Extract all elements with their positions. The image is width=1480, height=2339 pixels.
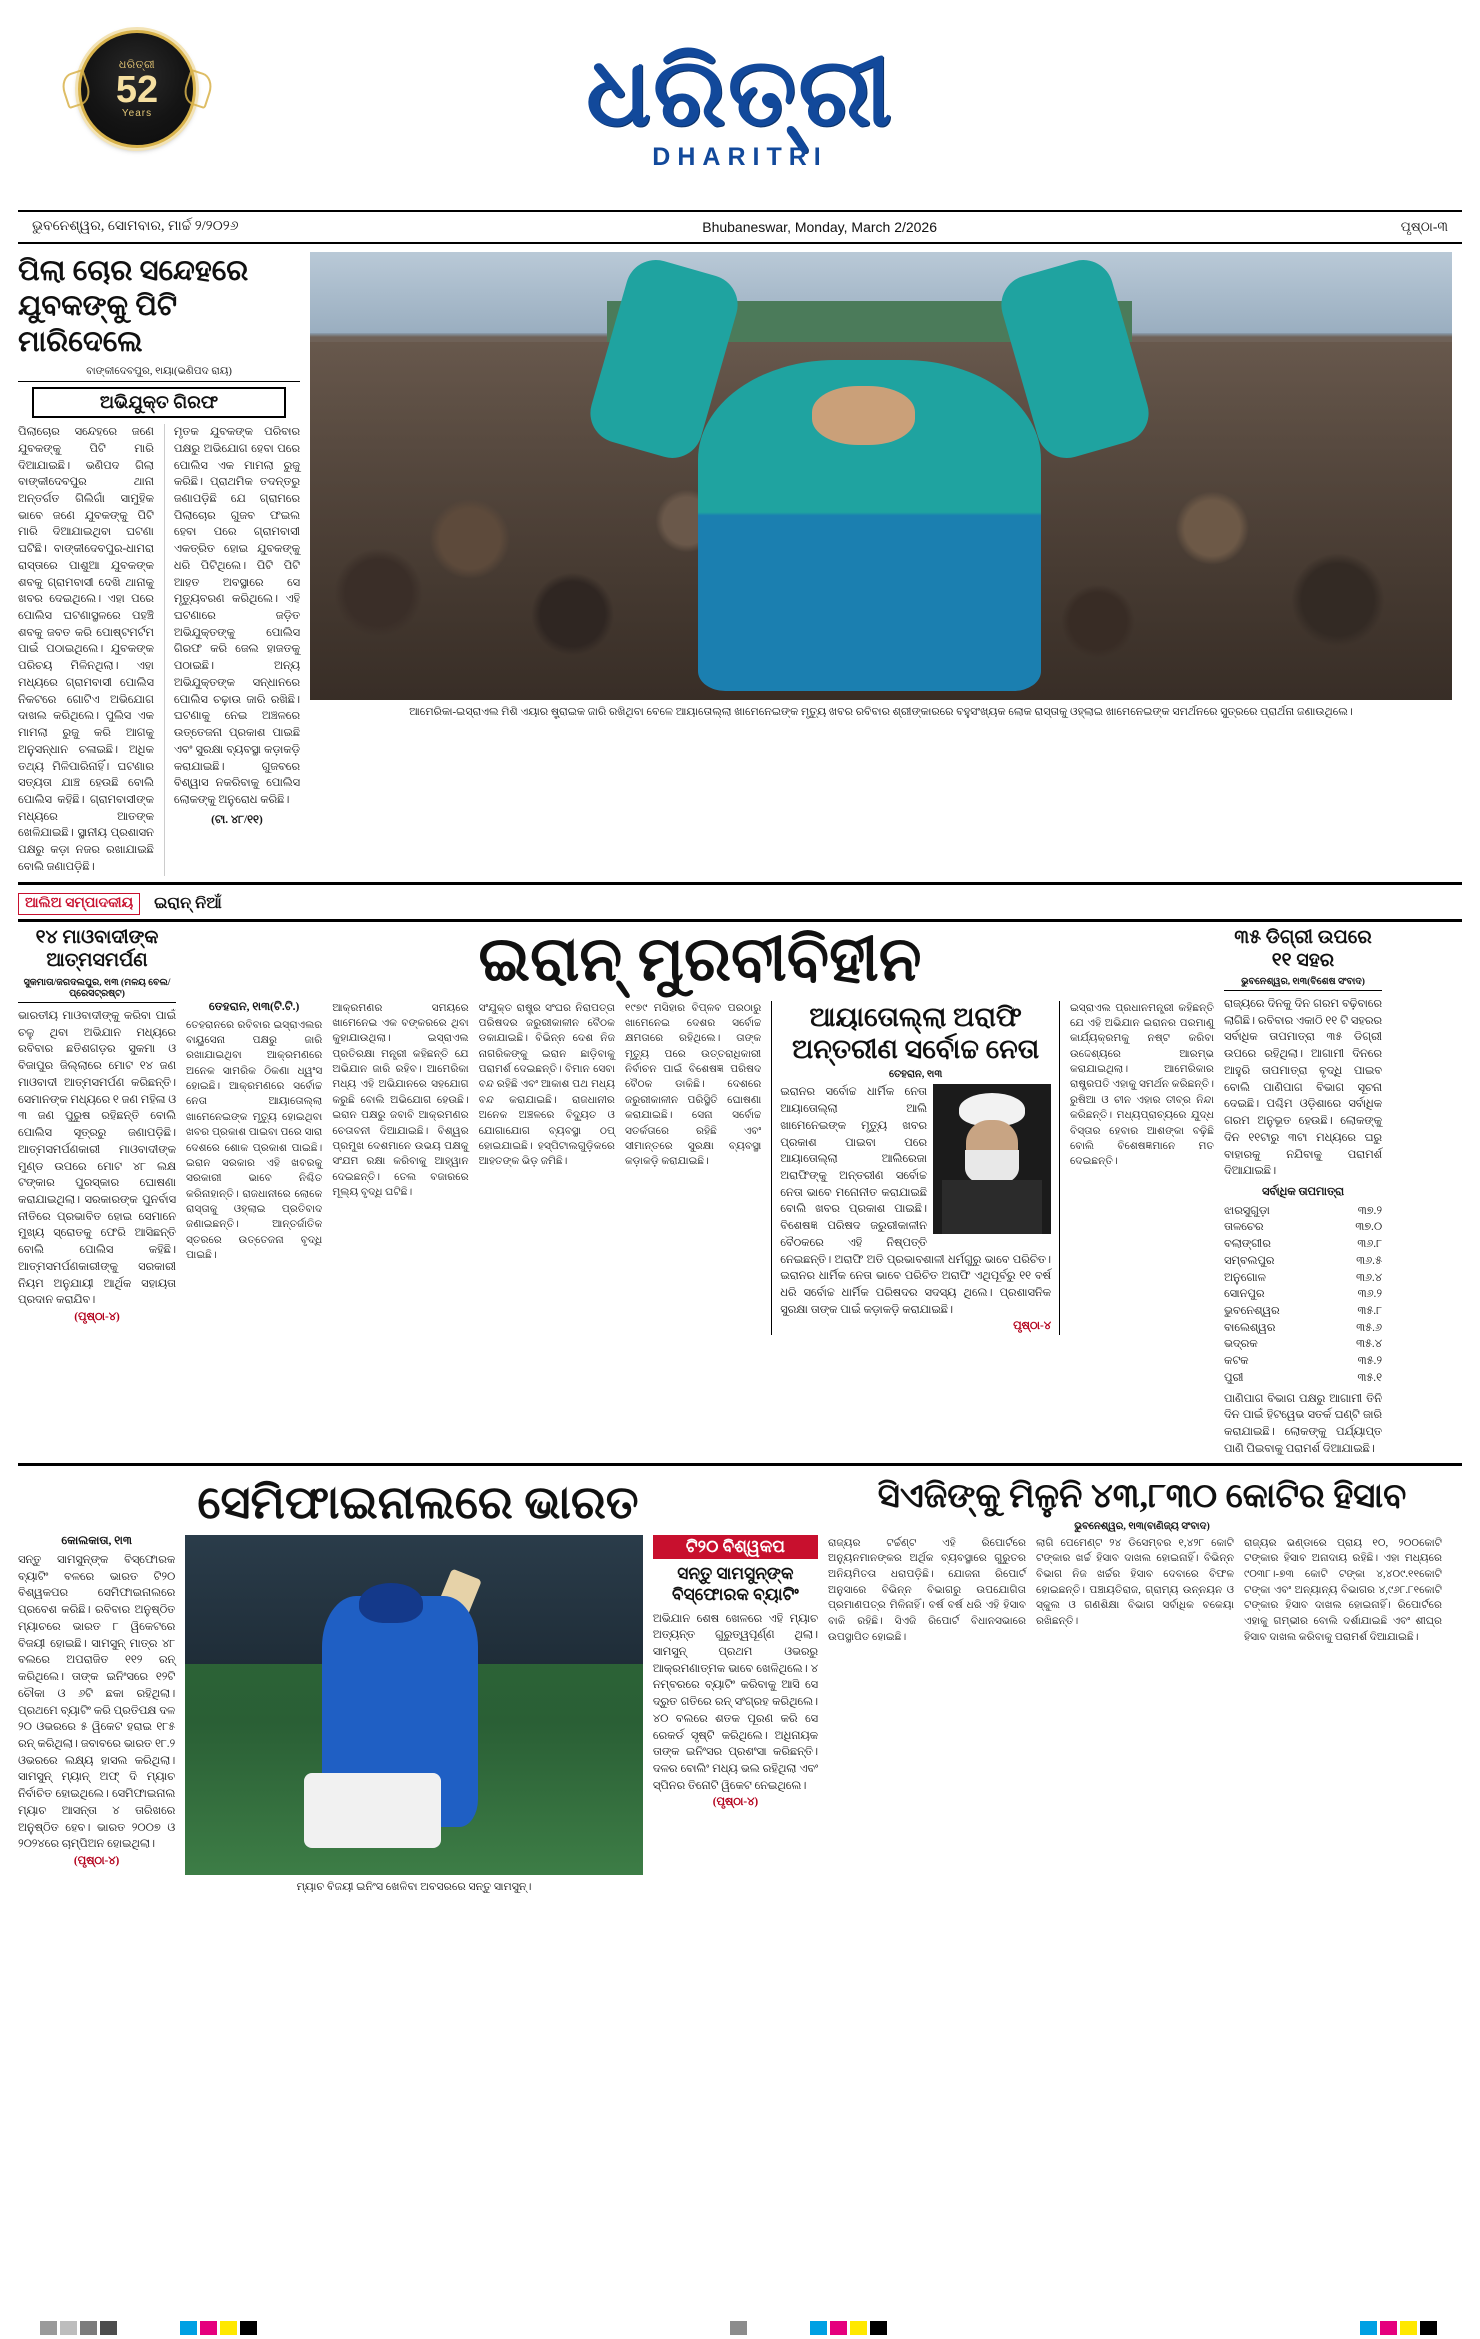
- reading-value: ୩୫.୧: [1357, 1371, 1382, 1384]
- lead-body-col1: ପିଲାଚୋର ସନ୍ଦେହରେ ଜଣେ ଯୁବକଙ୍କୁ ପିଟି ମାରି ଦିଆଯାଇଛି। ଭଣିପଦ ଗିଲା ବାଙ୍କୀଦେବପୁର ଥାନା ଅନ୍ତର୍ଗତ ଗିଲିଗାଁ ସାମୁହିକ ଭାବେ ଜଣେ ଯୁବକଙ୍କୁ ପିଟି ମାରି ଦିଆଯାଇଥିବା ଘଟଣା ଘଟିଛି। ବାଙ୍କୀଦେବପୁର-ଧାମରା ରାସ୍ତାରେ ପାଶୁଆ ଯୁବକଙ୍କ ଶବକୁ ଗ୍ରାମବାସୀ ଦେଖି ଥାନାକୁ ଖବର ଦେଇଥିଲେ। ଏହା ପରେ ପୋଲିସ ଘଟଣାସ୍ଥଳରେ ପହଞ୍ଚି ଶବକୁ ଜବତ କରି ପୋଷ୍ଟମର୍ଟମ ପାଇଁ ପଠାଇଥିଲେ। ଯୁବକଙ୍କ ପରିଚୟ ମିଳିନଥିଲା। ଏହା ମଧ୍ୟରେ ଗ୍ରାମବାସୀ ପୋଲିସ ନିକଟରେ ଗୋଟିଏ ଅଭିଯୋଗ ଦାଖଲ କରିଥିଲେ। ପୁଲିସ ଏକ ମାମଲା ରୁଜୁ କରି ଆଗକୁ ଅନୁସନ୍ଧାନ ଚଳାଇଛି। ଅଧିକ ତଥ୍ୟ ମିଳିପାରିନାହିଁ। ଘଟଣାର ସତ୍ୟତା ଯାଞ୍ଚ ହେଉଛି ବୋଲି ପୋଲିସ କହିଛି। ଗ୍ରାମବାସୀଙ୍କ ମଧ୍ୟରେ ଆତଙ୍କ ଖେଳିଯାଇଛି। ସ୍ଥାନୀୟ ପ୍ରଶାସନ ପକ୍ଷରୁ କଡ଼ା ନଜର ରଖାଯାଇଛି ବୋଲି ଜଣାପଡ଼ିଛି।: [18, 426, 154, 873]
- reading-row: [1224, 1253, 1382, 1270]
- temperature-dateline: ଭୁବନେଶ୍ୱର, ୧ା୩(ବିଶେଷ ସଂବାଦ): [1224, 976, 1382, 991]
- iran-column-2: [332, 1001, 468, 1336]
- reading-city: ସୋନପୁର: [1224, 1288, 1265, 1301]
- cyan-swatch: [180, 2321, 197, 2335]
- sports-sidebar-body: ଅଭିଯାନ ଶେଷ ଖେଳରେ ଏହି ମ୍ୟାଚ ଅତ୍ୟନ୍ତ ଗୁରୁତ୍ୱପୂର୍ଣ୍ଣ ଥିଲା। ସାମସୁନ୍ ପ୍ରଥମ ଓଭରରୁ ଆକ୍ରମଣାତ୍ମକ ଭାବେ ଖେଳିଥିଲେ। ୪ ନମ୍ବରରେ ବ୍ୟାଟିଂ କରିବାକୁ ଆସି ସେ ଦ୍ରୁତ ଗତିରେ ରନ୍ ସଂଗ୍ରହ କରିଥିଲେ। ୪୦ ବଲରେ ଶତକ ପୂରଣ କରି ସେ ରେକର୍ଡ ସୃଷ୍ଟି କରିଥିଲେ। ଅଧିନାୟକ ତାଙ୍କ ଇନିଂସର ପ୍ରଶଂସା କରିଛନ୍ତି। ଦଳର ବୋଲିଂ ମଧ୍ୟ ଭଲ ରହିଥିଲା ଏବଂ ସ୍ପିନର ତିନୋଟି ୱିକେଟ ନେଇଥିଲେ।: [652, 1612, 818, 1792]
- maoist-headline: ୧୪ ମାଓବାଦୀଙ୍କ ଆତ୍ମସମର୍ପଣ: [35, 926, 159, 972]
- reading-row: [1224, 1286, 1382, 1303]
- reading-city: ଭଦ୍ରକ: [1224, 1338, 1258, 1351]
- sports-text-column: [18, 1535, 175, 1895]
- cyan-swatch: [810, 2321, 827, 2335]
- ayatollah-sidebar: [771, 1001, 1060, 1336]
- sports-sidebar-jump: (ପୃଷ୍ଠା-୪): [712, 1796, 759, 1809]
- anniversary-number: 52: [115, 68, 159, 111]
- reading-city: ଝାରସୁଗୁଡ଼ା: [1224, 1204, 1270, 1217]
- batsman-pads: [304, 1773, 441, 1848]
- sports-body-row: [18, 1535, 818, 1895]
- iran-body-5: ଇସ୍ରାଏଲ ପ୍ରଧାନମନ୍ତ୍ରୀ କହିଛନ୍ତି ଯେ ଏହି ଅଭିଯାନ ଇରାନର ପରମାଣୁ କାର୍ଯ୍ୟକ୍ରମକୁ ନଷ୍ଟ କରିବା ଉଦ୍ଦେଶ୍ୟରେ ଆରମ୍ଭ କରାଯାଇଥିଲା। ଆମେରିକାର ରାଷ୍ଟ୍ରପତି ଏହାକୁ ସମର୍ଥନ କରିଛନ୍ତି। ରୁଷିଆ ଓ ଚୀନ ଏହାର ତୀବ୍ର ନିନ୍ଦା କରିଛନ୍ତି। ମଧ୍ୟପ୍ରାଚ୍ୟରେ ଯୁଦ୍ଧ ବିସ୍ତାର ହେବାର ଆଶଙ୍କା ବଢ଼ିଛି ବୋଲି ବିଶେଷଜ୍ଞମାନେ ମତ ଦେଇଛନ୍ତି।: [1069, 1002, 1214, 1168]
- lead-jump: (ଟା. ୪୮/୧୧): [211, 813, 263, 826]
- business-column-1: [828, 1536, 1026, 1646]
- sports-headline: ସେମିଫାଇନାଲରେ ଭାରତ: [197, 1477, 639, 1529]
- gray-swatch: [60, 2321, 77, 2335]
- black-swatch: [240, 2321, 257, 2335]
- iran-body-3: ସଂଯୁକ୍ତ ରାଷ୍ଟ୍ର ସଂଘର ନିରାପତ୍ତା ପରିଷଦର ଜରୁରୀକାଳୀନ ବୈଠକ ଡକାଯାଇଛି। ବିଭିନ୍ନ ଦେଶ ନିଜ ନାଗରିକଙ୍କୁ ଇରାନ ଛାଡ଼ିବାକୁ ପରାମର୍ଶ ଦେଇଛନ୍ତି। ବିମାନ ସେବା ବନ୍ଦ ରହିଛି ଏବଂ ଆକାଶ ପଥ ମଧ୍ୟ ବନ୍ଦ କରାଯାଇଛି। ରାଜଧାନୀର ଅନେକ ଅଞ୍ଚଳରେ ବିଦ୍ୟୁତ ଓ ଯୋଗାଯୋଗ ବ୍ୟବସ୍ଥା ଠପ୍ ହୋଇଯାଇଛି। ହସ୍ପିଟାଲଗୁଡ଼ିକରେ ଆହତଙ୍କ ଭିଡ଼ ଜମିଛି।: [478, 1002, 615, 1168]
- yellow-swatch: [1400, 2321, 1417, 2335]
- sports-dateline: କୋଲକାତା, ୧ା୩: [61, 1535, 132, 1548]
- business-columns: [828, 1536, 1456, 1646]
- reading-value: ୩୫.୬: [1356, 1321, 1382, 1334]
- reading-value: ୩୫.୮: [1357, 1304, 1382, 1317]
- temperature-headline: ୩୫ ଡିଗ୍ରୀ ଉପରେ ୧୧ ସହର: [1234, 926, 1372, 972]
- date-bar: [18, 210, 1462, 244]
- main-photo-caption: ଆମେରିକା-ଇସ୍ରାଏଲ ମିଶି ଏୟାର ଷ୍ଟ୍ରାଇକ ଜାରି ରଖିଥିବା ବେଳେ ଆୟାତୋଲ୍ଲା ଖାମେନେଇଙ୍କ ମୃତ୍ୟୁ ଖବର ରବିବାର ଶ୍ରୀଙ୍କାରରେ ବହୁସଂଖ୍ୟକ ଲୋକ ରାସ୍ତାକୁ ଓହ୍ଲାଇ ଖାମେନେଇଙ୍କ ସମର୍ଥନରେ ସୁତ୍ରରେ ପ୍ରାର୍ଥନା ଜଣାଉଥିଲେ।: [409, 706, 1353, 718]
- maoist-body: ଭାରତୀୟ ମାଓବାଦୀଙ୍କୁ କରିବା ପାଇଁ ଚଳୁ ଥିବା ଅଭିଯାନ ମଧ୍ୟରେ ରବିବାର ଛତିଶଗଡ଼ର ସୁକମା ଓ ବିଜାପୁର ଜିଲ୍ଲାରେ ମୋଟ ୧୪ ଜଣ ମାଓବାଦୀ ଆତ୍ମସମର୍ପଣ କରିଛନ୍ତି। ସେମାନଙ୍କ ମଧ୍ୟରେ ୧ ଜଣ ମହିଳା ଓ ୩ ଜଣ ପୁରୁଷ ରହିଛନ୍ତି ବୋଲି ପୋଲିସ ସୂତ୍ରରୁ ଜଣାପଡ଼ିଛି। ଆତ୍ମସମର୍ପଣକାରୀ ମାଓବାଦୀଙ୍କ ମୁଣ୍ଡ ଉପରେ ମୋଟ ୪୮ ଲକ୍ଷ ଟଙ୍କାର ପୁରସ୍କାର ଘୋଷଣା କରାଯାଇଥିଲା। ସରକାରଙ୍କ ପୁନର୍ବାସ ନୀତିରେ ପ୍ରଭାବିତ ହୋଇ ସେମାନେ ମୁଖ୍ୟ ସ୍ରୋତକୁ ଫେରି ଆସିଛନ୍ତି ବୋଲି ପୋଲିସ କହିଛି। ଆତ୍ମସମର୍ପଣକାରୀଙ୍କୁ ସରକାରୀ ନିୟମ ଅନୁଯାୟୀ ଆର୍ଥିକ ସହାୟତା ପ୍ରଦାନ କରାଯିବ।: [18, 1010, 176, 1307]
- maoist-story: [18, 926, 176, 1458]
- ayatollah-headline: ଆୟାତୋଲ୍ଲା ଅରାଫି ଅନ୍ତରୀଣ ସର୍ବୋଚ୍ଚ ନେତା: [791, 1001, 1040, 1065]
- reading-value: ୩୬.୪: [1355, 1271, 1382, 1284]
- divider-bottom: [18, 1463, 1462, 1466]
- ayatollah-dateline: ତେହରାନ, ୧ା୩: [889, 1069, 943, 1081]
- temperature-story: [1224, 926, 1382, 1458]
- maoist-jump: (ପୃଷ୍ଠା-୪): [74, 1310, 120, 1323]
- anniversary-odia-label: ଧରିତ୍ରୀ: [118, 58, 156, 71]
- reading-value: ୩୭.୨: [1357, 1204, 1382, 1217]
- iran-banner-headline: ଇରାନ୍ ମୁରବୀବିହୀନ: [478, 925, 922, 994]
- gray-swatch: [730, 2321, 747, 2335]
- main-photo: [310, 252, 1452, 700]
- batsman-helmet: [359, 1583, 423, 1624]
- sports-sidebar-headline: ସନ୍ତୁ ସାମସୁନ୍ଙ୍କ ବିସ୍ଫୋରକ ବ୍ୟାଟିଂ: [672, 1564, 799, 1605]
- reading-city: ତାଳଚେର: [1224, 1221, 1264, 1234]
- iran-body-1: ତେହରାନରେ ରବିବାର ଇସ୍ରାଏଲର ବାୟୁସେନା ପକ୍ଷରୁ ଜାରି ରଖାଯାଇଥିବା ଆକ୍ରମଣରେ ଅନେକ ସାମରିକ ଠିକଣା ଧ୍ୱଂସ ହୋଇଛି। ଆକ୍ରମଣରେ ସର୍ବୋଚ୍ଚ ନେତା ଆୟାତୋଲ୍ଲା ଖାମେନେଇଙ୍କ ମୃତ୍ୟୁ ହୋଇଥିବା ଖବର ପ୍ରକାଶ ପାଇବା ପରେ ସାରା ଦେଶରେ ଶୋକ ପ୍ରକାଶ ପାଇଛି। ଇରାନ ସରକାର ଏହି ଖବରକୁ ସରକାରୀ ଭାବେ ନିଶ୍ଚିତ କରିନାହାନ୍ତି। ରାଜଧାନୀରେ ଲୋକେ ରାସ୍ତାକୁ ଓହ୍ଲାଇ ପ୍ରତିବାଦ ଜଣାଇଛନ୍ତି। ଆନ୍ତର୍ଜାତିକ ସ୍ତରରେ ଉତ୍ତେଜନା ବୃଦ୍ଧି ପାଇଛି।: [186, 1019, 323, 1262]
- iran-column-1: [186, 1001, 322, 1336]
- gray-swatch: [100, 2321, 117, 2335]
- gray-swatch: [80, 2321, 97, 2335]
- iran-column-5: [1070, 1001, 1214, 1336]
- temperature-readings: [1224, 1203, 1382, 1387]
- reading-row: [1224, 1370, 1382, 1387]
- temperature-body: ରାଜ୍ୟରେ ଦିନକୁ ଦିନ ଗରମ ବଢ଼ିବାରେ ଲାଗିଛି। ରବିବାର ଏକାଠି ୧୧ ଟି ସହରର ସର୍ବାଧିକ ତାପମାତ୍ରା ୩୫ ଡିଗ୍ରୀ ଉପରେ ରହିଥିଲା। ଆଗାମୀ ଦିନରେ ଆହୁରି ତାପମାତ୍ରା ବୃଦ୍ଧି ପାଇବ ବୋଲି ପାଣିପାଗ ବିଭାଗ ସୂଚନା ଦେଇଛି। ପଶ୍ଚିମ ଓଡ଼ିଶାରେ ସର୍ବାଧିକ ଗରମ ଅନୁଭୂତ ହେଉଛି। ଲୋକଙ୍କୁ ଦିନ ୧୧ଟାରୁ ୩ଟା ମଧ୍ୟରେ ଘରୁ ବାହାରକୁ ନଯିବାକୁ ପରାମର୍ଶ ଦିଆଯାଇଛି।: [1224, 998, 1382, 1178]
- reading-value: ୩୫.୪: [1356, 1338, 1382, 1351]
- sports-photo: [185, 1535, 643, 1875]
- main-photo-block: [310, 252, 1452, 876]
- reading-city: ବାଲେଶ୍ୱର: [1224, 1321, 1276, 1334]
- date-odia: ଭୁବନେଶ୍ୱର, ସୋମବାର, ମାର୍ଚ୍ଚ ୨/୨୦୨୬: [32, 219, 239, 234]
- sports-photo-block: [185, 1535, 643, 1895]
- sports-story: [18, 1474, 818, 1895]
- iran-body-4: ୧୯୭୯ ମସିହାର ବିପ୍ଳବ ପରଠାରୁ ଖାମେନେଇ ଦେଶର ସର୍ବୋଚ୍ଚ କ୍ଷମତାରେ ରହିଥିଲେ। ତାଙ୍କ ମୃତ୍ୟୁ ପରେ ଉତ୍ତରାଧିକାରୀ ନିର୍ବାଚନ ପାଇଁ ବିଶେଷଜ୍ଞ ପରିଷଦ ବୈଠକ ଡାକିଛି। ଦେଶରେ ଜରୁରୀକାଳୀନ ପରିସ୍ଥିତି ଘୋଷଣା କରାଯାଇଛି। ସେନା ସର୍ବୋଚ୍ଚ ସତର୍କତାରେ ରହିଛି ଏବଂ ସୀମାନ୍ତରେ ସୁରକ୍ଷା ବ୍ୟବସ୍ଥା କଡ଼ାକଡ଼ି କରାଯାଇଛି।: [624, 1002, 762, 1168]
- yellow-swatch: [850, 2321, 867, 2335]
- bottom-zone: [18, 1474, 1462, 1895]
- editorial-badge[interactable]: ଆଲିଅ ସମ୍ପାଦକୀୟ: [18, 893, 140, 915]
- gray-scale-mid: [730, 2321, 750, 2335]
- reading-row: [1224, 1353, 1382, 1370]
- gray-scale-left: [40, 2321, 120, 2335]
- masthead: [18, 0, 1462, 210]
- sports-sidebar: [653, 1535, 818, 1895]
- reading-value: ୩୬.୫: [1356, 1254, 1382, 1267]
- logo-english: DHARITRI: [652, 142, 828, 171]
- cyan-swatch: [1360, 2321, 1377, 2335]
- maoist-dateline: ସୁକମାତା/ଜଗଦଲପୁର, ୧ା୩ (ମଳୟ ବେଲ/ପ୍ରେସଟ୍ରଷ୍ଟ): [18, 977, 176, 1003]
- magenta-swatch: [1380, 2321, 1397, 2335]
- business-dateline: ଭୁବନେଶ୍ୱର, ୧ା୩(ବାଣିଜ୍ୟ ସଂବାଦ): [1074, 1520, 1210, 1532]
- reading-row: [1224, 1236, 1382, 1253]
- reading-value: ୩୬.୮: [1357, 1238, 1382, 1251]
- color-swatches-left: [180, 2321, 260, 2335]
- sports-photo-caption: ମ୍ୟାଚ ବିଜୟୀ ଇନିଂସ ଖେଳିବା ଅବସରରେ ସନ୍ତୁ ସାମସୁନ୍।: [296, 1881, 532, 1894]
- reading-value: ୩୭.୦: [1355, 1221, 1382, 1234]
- top-zone: [18, 252, 1462, 876]
- divider-iran: [18, 919, 1462, 922]
- reading-city: ସମ୍ବଲପୁର: [1224, 1254, 1275, 1267]
- business-column-2: [1036, 1536, 1234, 1646]
- ayatollah-portrait: [933, 1084, 1051, 1234]
- iran-zone: [18, 926, 1462, 1458]
- anniversary-years-label: Years: [121, 108, 153, 120]
- lead-subhead: ଅଭିଯୁକ୍ତ ଗିରଫ: [32, 387, 286, 418]
- iran-body-2: ଆକ୍ରମଣର ସମୟରେ ଖାମେନେଇ ଏକ ବଙ୍କରରେ ଥିବା କୁହାଯାଉଥିଲା। ଇସ୍ରାଏଲ ପ୍ରତିରକ୍ଷା ମନ୍ତ୍ରୀ କହିଛନ୍ତି ଯେ ଅଭିଯାନ ଜାରି ରହିବ। ଆମେରିକା ମଧ୍ୟ ଏହି ଅଭିଯାନରେ ସହଯୋଗ କରୁଛି ବୋଲି ଅଭିଯୋଗ ହେଉଛି। ଇରାନ ପକ୍ଷରୁ ଜବାବି ଆକ୍ରମଣର ଚେତାବନୀ ଦିଆଯାଇଛି। ବିଶ୍ୱର ପ୍ରମୁଖ ଦେଶମାନେ ଉଭୟ ପକ୍ଷକୁ ସଂଯମ ରକ୍ଷା କରିବାକୁ ଆହ୍ୱାନ ଦେଇଛନ୍ତି। ତେଲ ବଜାରରେ ମୂଲ୍ୟ ବୃଦ୍ଧି ଘଟିଛି।: [332, 1002, 469, 1198]
- ayatollah-jump: ପୃଷ୍ଠା-୪: [1013, 1320, 1051, 1333]
- business-body-1: ରାଜ୍ୟର ଟର୍ଚ୍ଚଣ୍ଟ ଏହି ରିପୋର୍ଟରେ ଅନ୍ୟୁନମାନଙ୍କର ଅର୍ଥିକ ବ୍ୟବସ୍ଥାରେ ଗୁରୁତର ଅନିୟମିତତା ଧରାପଡ଼ିଛି। ଯୋଜନା ରିପୋର୍ଟ ଅନୁସାରେ ବିଭିନ୍ନ ବିଭାଗରୁ ଉପଯୋଗିତା ପ୍ରମାଣପତ୍ର ମିଳିନାହିଁ। ବର୍ଷ ବର୍ଷ ଧରି ଏହି ହିସାବ ବାକି ରହିଛି। ସିଏଜି ରିପୋର୍ଟ ବିଧାନସଭାରେ ଉପସ୍ଥାପିତ ହୋଇଛି।: [828, 1537, 1026, 1643]
- anniversary-badge: [78, 30, 196, 148]
- lead-headline: ପିଲା ଚୋର ସନ୍ଦେହରେ ଯୁବକଙ୍କୁ ପିଟି ମାରିଦେଲେ: [18, 255, 249, 358]
- magenta-swatch: [830, 2321, 847, 2335]
- gray-swatch: [40, 2321, 57, 2335]
- business-column-3: [1244, 1536, 1442, 1646]
- reading-city: ପୁରୀ: [1224, 1371, 1244, 1384]
- color-swatches-mid: [810, 2321, 890, 2335]
- sports-body: ସନ୍ତୁ ସାମସୁନ୍ଙ୍କ ବିସ୍ଫୋରକ ବ୍ୟାଟିଂ ବଳରେ ଭାରତ ଟି୨୦ ବିଶ୍ୱକପର ସେମିଫାଇନାଲରେ ପ୍ରବେଶ କରିଛି। ରବିବାର ଅନୁଷ୍ଠିତ ମ୍ୟାଚରେ ଭାରତ ୮ ୱିକେଟରେ ବିଜୟୀ ହୋଇଛି। ସାମସୁନ୍ ମାତ୍ର ୪୮ ବଲରେ ଅପରାଜିତ ୧୧୨ ରନ୍ କରିଥିଲେ। ତାଙ୍କ ଇନିଂସରେ ୧୨ଟି ଚୌକା ଓ ୬ଟି ଛକା ରହିଥିଲା। ପ୍ରଥମେ ବ୍ୟାଟିଂ କରି ପ୍ରତିପକ୍ଷ ଦଳ ୨୦ ଓଭରରେ ୫ ୱିକେଟ ହରାଇ ୧୮୫ ରନ୍ କରିଥିଲା। ଜବାବରେ ଭାରତ ୧୮.୨ ଓଭରରେ ଲକ୍ଷ୍ୟ ହାସଲ କରିଥିଲା। ସାମସୁନ୍ ମ୍ୟାନ୍ ଅଫ୍ ଦି ମ୍ୟାଚ ନିର୍ବାଚିତ ହୋଇଥିଲେ। ସେମିଫାଇନାଲ ମ୍ୟାଚ ଆସନ୍ତା ୪ ତାରିଖରେ ଅନୁଷ୍ଠିତ ହେବ। ଭାରତ ୨୦୦୭ ଓ ୨୦୨୪ରେ ଚାମ୍ପିଅନ ହୋଇଥିଲା।: [18, 1554, 176, 1851]
- lead-dateline: ବାଙ୍କୀଦେବପୁର, ୧ାୟା(ଭଣିପଦ ରାୟ): [18, 366, 300, 382]
- magenta-swatch: [200, 2321, 217, 2335]
- reading-city: ବଲାଙ୍ଗୀର: [1224, 1238, 1271, 1251]
- reading-value: ୩୬.୨: [1357, 1288, 1382, 1301]
- black-swatch: [1420, 2321, 1437, 2335]
- reading-value: ୩୫.୨: [1357, 1355, 1382, 1368]
- logo-odia: ଧରିତ୍ରୀ: [586, 38, 894, 146]
- iran-columns: [186, 1001, 1214, 1336]
- temperature-list-heading: ସର୍ବାଧିକ ତାପମାତ୍ରା: [1262, 1185, 1344, 1198]
- color-swatches-right: [1360, 2321, 1440, 2335]
- reading-row: [1224, 1203, 1382, 1220]
- section-flag-row: [18, 893, 1462, 915]
- yellow-swatch: [220, 2321, 237, 2335]
- business-body-2: ଲାଗି ପେମେଣ୍ଟ ୨୪ ଡିସେମ୍ବର ୧,୪୨୮ କୋଟି ଟଙ୍କାର ଖର୍ଚ୍ଚ ହିସାବ ଦାଖଲ ହୋଇନାହିଁ। ବିଭିନ୍ନ ବିଭାଗ ନିଜ ଖର୍ଚ୍ଚର ହିସାବ ଦେବାରେ ବିଫଳ ହୋଇଛନ୍ତି। ପଞ୍ଚାୟତିରାଜ, ଗ୍ରାମ୍ୟ ଉନ୍ନୟନ ଓ ସ୍କୁଲ ଓ ଗଣଶିକ୍ଷା ବିଭାଗ ସର୍ବାଧିକ ବକେୟା ରଖିଛନ୍ତି।: [1036, 1537, 1234, 1627]
- business-body-3: ରାଜ୍ୟର ଭଣ୍ଡାରେ ପ୍ରାୟ ୧୦, ୨୦୦କୋଟି ଟଙ୍କାର ହିସାବ ଅନାଦାୟ ରହିଛି। ଏହା ମଧ୍ୟରେ ୯୦୩୮।-୭୩ କୋଟି ଟଙ୍କା ୪,୪୦୯.୧୧କୋଟି ଟଙ୍କା ଏବଂ ଅନ୍ୟାନ୍ୟ ବିଭାଗର ୪,୯୬୮.୮୧କୋଟି ଟଙ୍କାର ହିସାବ ଦାଖଲ ହୋଇନାହିଁ। ରିପୋର୍ଟରେ ଏହାକୁ ଗମ୍ଭୀର ବୋଲି ଦର୍ଶାଯାଇଛି ଏବଂ ଶୀଘ୍ର ହିସାବ ଦାଖଲ କରିବାକୁ ପରାମର୍ଶ ଦିଆଯାଇଛି।: [1244, 1537, 1442, 1643]
- reading-row: [1224, 1219, 1382, 1236]
- iran-column-3: [479, 1001, 615, 1336]
- reading-row: [1224, 1270, 1382, 1287]
- reading-city: ଭୁବନେଶ୍ୱର: [1224, 1304, 1280, 1317]
- business-headline: ସିଏଜିଙ୍କୁ ମିଳୁନି ୪୩,୮୩୦ କୋଟିର ହିସାବ: [877, 1478, 1407, 1516]
- nameplate: [586, 38, 894, 172]
- reading-city: କଟକ: [1224, 1355, 1249, 1368]
- reading-row: [1224, 1303, 1382, 1320]
- press-registration-bar: [0, 2317, 1480, 2339]
- black-swatch: [870, 2321, 887, 2335]
- page-number: ପୃଷ୍ଠା-୩: [1400, 219, 1448, 234]
- divider-top: [18, 882, 1462, 885]
- worldcup-badge: ଟି୨୦ ବିଶ୍ୱକପ: [653, 1535, 818, 1559]
- business-story: [828, 1474, 1456, 1895]
- photo-face: [812, 386, 915, 444]
- laurel-left-icon: [58, 69, 93, 109]
- portrait-robe: [942, 1180, 1041, 1234]
- date-english: Bhubaneswar, Monday, March 2/2026: [702, 219, 938, 235]
- lead-body-col2: ମୃତକ ଯୁବକଙ୍କ ପରିବାର ପକ୍ଷରୁ ଅଭିଯୋଗ ହେବା ପରେ ପୋଲିସ ଏକ ମାମଲା ରୁଜୁ କରିଛି। ପ୍ରାଥମିକ ତଦନ୍ତରୁ ଜଣାପଡ଼ିଛି ଯେ ଗ୍ରାମରେ ପିଲାଚୋର ଗୁଜବ ଫଇଲ ହେବା ପରେ ଗ୍ରାମବାସୀ ଏକତ୍ରିତ ହୋଇ ଯୁବକଙ୍କୁ ଧରି ପିଟିଥିଲେ। ପିଟି ପିଟି ଆହତ ଅବସ୍ଥାରେ ସେ ମୃତ୍ୟୁବରଣ କରିଥିଲେ। ଏହି ଘଟଣାରେ ଜଡ଼ିତ ଅଭିଯୁକ୍ତଙ୍କୁ ପୋଲିସ ଗିରଫ କରି ଜେଲ ହାଜତକୁ ପଠାଇଛି। ଅନ୍ୟ ଅଭିଯୁକ୍ତଙ୍କ ସନ୍ଧାନରେ ପୋଲିସ ଚଢ଼ାଉ ଜାରି ରଖିଛି। ଘଟଣାକୁ ନେଇ ଅଞ୍ଚଳରେ ଉତ୍ତେଜନା ପ୍ରକାଶ ପାଇଛି ଏବଂ ସୁରକ୍ଷା ବ୍ୟବସ୍ଥା କଡ଼ାକଡ଼ି କରାଯାଇଛି। ଗୁଜବରେ ବିଶ୍ୱାସ ନକରିବାକୁ ପୋଲିସ ଲୋକଙ୍କୁ ଅନୁରୋଧ କରିଛି।: [173, 426, 300, 806]
- iran-main: [186, 926, 1214, 1458]
- ayatollah-body: ଇରାନର ସର୍ବୋଚ୍ଚ ଧାର୍ମିକ ନେତା ଆୟାତୋଲ୍ଲା ଆଲି ଖାମେନେଇଙ୍କ ମୃତ୍ୟୁ ଖବର ପ୍ରକାଶ ପାଇବା ପରେ ଆୟାତୋଲ୍ଲା ଆଲିରେଜା ଅରାଫିଙ୍କୁ ଅନ୍ତରୀଣ ସର୍ବୋଚ୍ଚ ନେତା ଭାବେ ମନୋନୀତ କରାଯାଇଛି ବୋଲି ଖବର ପ୍ରକାଶ ପାଇଛି। ବିଶେଷଜ୍ଞ ପରିଷଦ ଜରୁରୀକାଳୀନ ବୈଠକରେ ଏହି ନିଷ୍ପତ୍ତି ନେଇଛନ୍ତି। ଅରାଫି ଅତି ପ୍ରଭାବଶାଳୀ ଧର୍ମଗୁରୁ ଭାବେ ପରିଚିତ। ଇରାନର ଧାର୍ମିକ ନେତା ଭାବେ ପରିଚିତ ଅରାଫି ଏଥିପୂର୍ବରୁ ୧୧ ବର୍ଷ ଧରି ସର୍ବୋଚ୍ଚ ଧାର୍ମିକ ପରିଷଦର ସଦସ୍ୟ ଥିଲେ। ପ୍ରଶାସନିକ ସୁରକ୍ଷା ତାଙ୍କ ପାଇଁ କଡ଼ାକଡ଼ି କରାଯାଇଛି।: [780, 1086, 1051, 1316]
- temperature-footnote: ପାଣିପାଗ ବିଭାଗ ପକ୍ଷରୁ ଆଗାମୀ ତିନି ଦିନ ପାଇଁ ହିଟୱେଭ ସତର୍କ ଘଣ୍ଟି ଜାରି କରାଯାଇଛି। ଲୋକଙ୍କୁ ପର୍ଯ୍ୟାପ୍ତ ପାଣି ପିଇବାକୁ ପରାମର୍ଶ ଦିଆଯାଇଛି।: [1224, 1392, 1382, 1455]
- lead-story: [18, 252, 300, 876]
- reading-row: [1224, 1336, 1382, 1353]
- iran-column-4: [625, 1001, 761, 1336]
- laurel-right-icon: [180, 69, 215, 109]
- sports-jump: (ପୃଷ୍ଠା-୪): [73, 1854, 120, 1867]
- iran-section-label: ଇରାନ୍ ନିଆଁ: [154, 894, 222, 912]
- reading-row: [1224, 1320, 1382, 1337]
- reading-city: ଅନୁଗୋଳ: [1224, 1271, 1266, 1284]
- iran-dateline: ତେହରାନ, ୧ା୩(ଟି.ଟି.): [208, 1000, 300, 1013]
